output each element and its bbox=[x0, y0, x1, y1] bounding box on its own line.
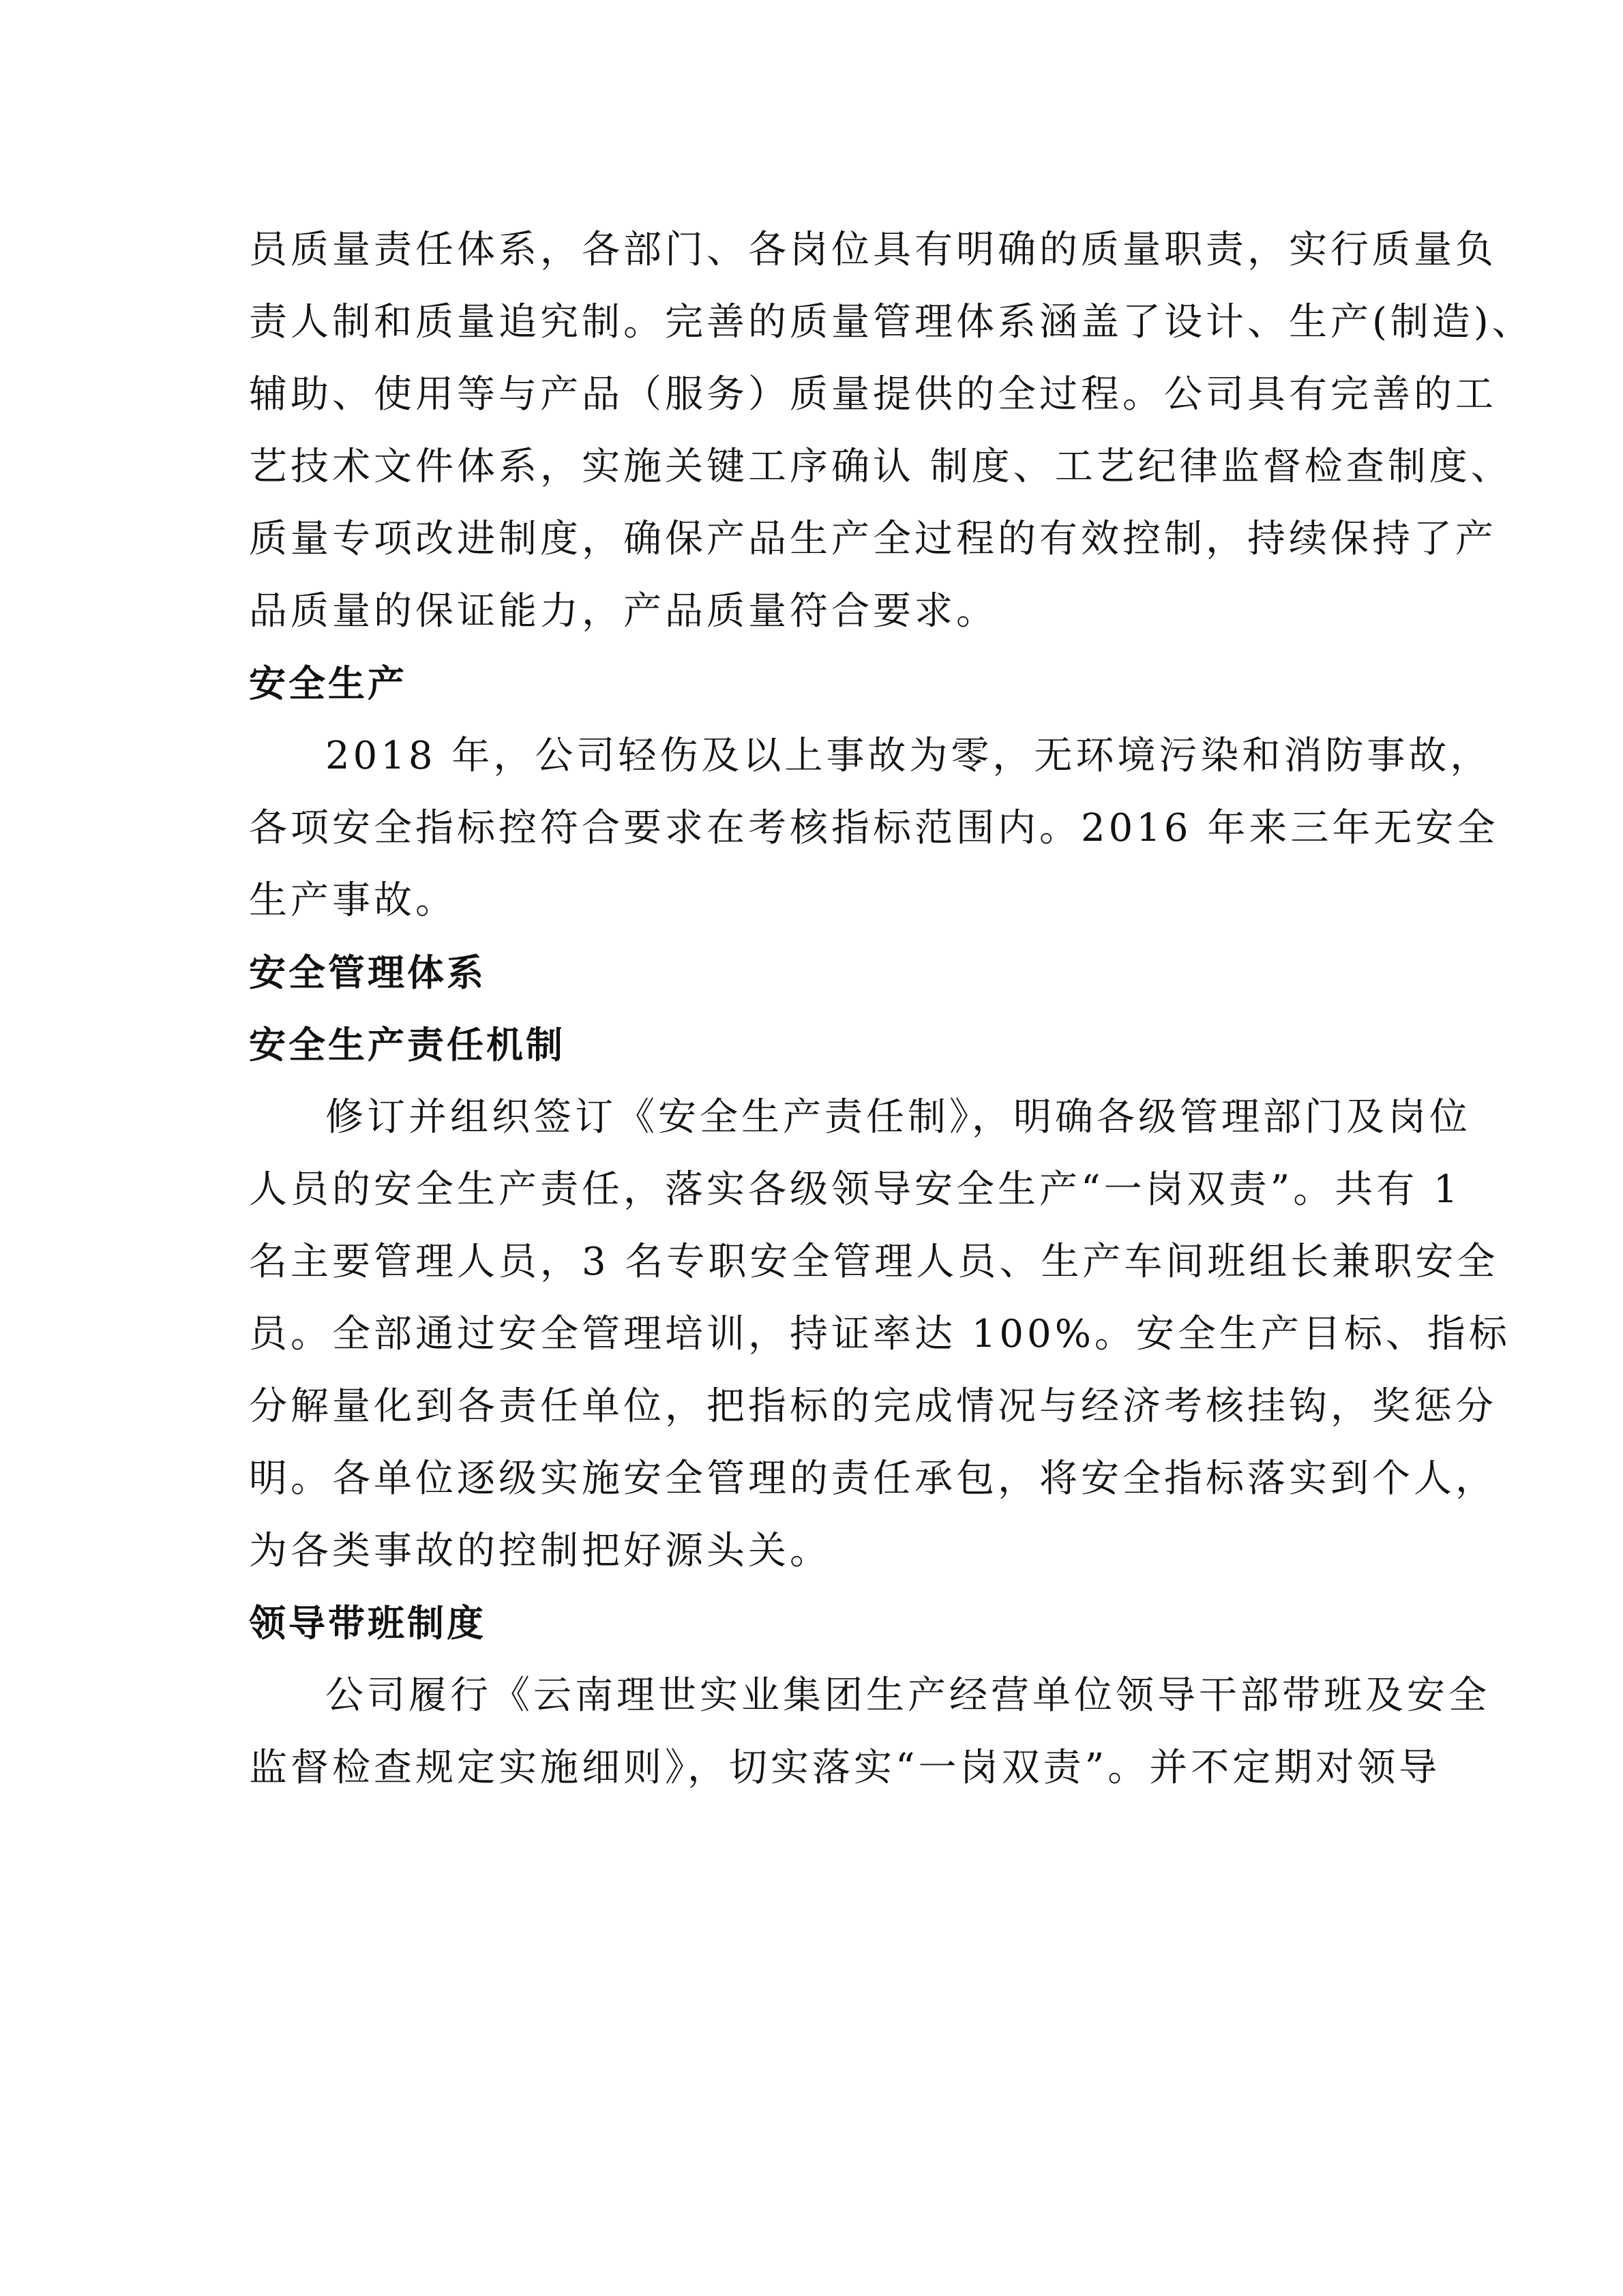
section-heading: 安全管理体系 bbox=[249, 951, 486, 994]
paragraph-line: 质量专项改进制度，确保产品生产全过程的有效控制，持续保持了产 bbox=[249, 517, 1497, 561]
paragraph-line: 责人制和质量追究制。完善的质量管理体系涵盖了设计、生产(制造)、 bbox=[249, 300, 1534, 344]
section-heading: 安全生产责任机制 bbox=[249, 1024, 565, 1067]
body-paragraph bbox=[249, 1082, 1510, 1587]
paragraph-line: 各项安全指标控符合要求在考核指标范围内。2016 年来三年无安全 bbox=[249, 806, 1499, 850]
paragraph-line: 为各类事故的控制把好源头关。 bbox=[249, 1529, 831, 1573]
paragraph-line: 辅助、使用等与产品（服务）质量提供的全过程。公司具有完善的工 bbox=[249, 372, 1497, 417]
paragraph-line: 生产事故。 bbox=[249, 878, 457, 923]
body-paragraph bbox=[249, 1660, 1490, 1804]
paragraph-line: 2018 年，公司轻伤及以上事故为零，无环境污染和消防事故， bbox=[325, 734, 1492, 778]
paragraph-line: 员质量责任体系，各部门、各岗位具有明确的质量职责，实行质量负 bbox=[249, 228, 1497, 272]
paragraph-line: 名主要管理人员，3 名专职安全管理人员、生产车间班组长兼职安全 bbox=[249, 1240, 1499, 1284]
paragraph-line: 修订并组织签订《安全生产责任制》，明确各级管理部门及岗位 bbox=[325, 1095, 1471, 1139]
section-heading: 安全生产 bbox=[249, 662, 407, 705]
paragraph-line: 员。全部通过安全管理培训，持证率达 100%。安全生产目标、指标 bbox=[249, 1312, 1510, 1356]
paragraph-line: 明。各单位逐级实施安全管理的责任承包，将安全指标落实到个人， bbox=[249, 1457, 1497, 1501]
paragraph-line: 公司履行《云南理世实业集团生产经营单位领导干部带班及安全 bbox=[325, 1673, 1490, 1718]
paragraph-line: 分解量化到各责任单位，把指标的完成情况与经济考核挂钩，奖惩分 bbox=[249, 1384, 1497, 1429]
document-body bbox=[249, 214, 1534, 1804]
body-paragraph bbox=[249, 720, 1499, 937]
paragraph-line: 品质量的保证能力，产品质量符合要求。 bbox=[249, 589, 998, 633]
paragraph-line: 人员的安全生产责任，落实各级领导安全生产“一岗双责”。共有 1 bbox=[249, 1167, 1461, 1212]
section-heading: 领导带班制度 bbox=[249, 1602, 486, 1645]
body-paragraph bbox=[249, 214, 1534, 648]
paragraph-line: 监督检查规定实施细则》，切实落实“一岗双责”。并不定期对领导 bbox=[249, 1746, 1441, 1790]
paragraph-line: 艺技术文件体系，实施关键工序确认 制度、工艺纪律监督检查制度、 bbox=[249, 445, 1513, 489]
